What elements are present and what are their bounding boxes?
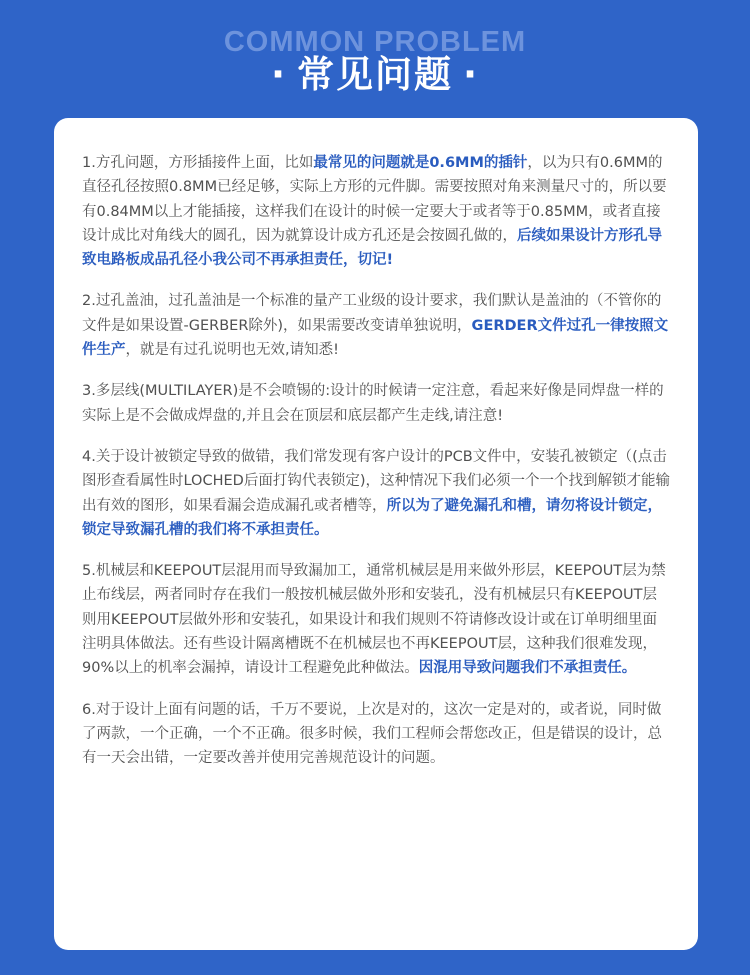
faq-item-3 — [82, 379, 670, 428]
faq-item-6 — [82, 698, 670, 771]
faq-1-highlight-d: 后续如果设计方形孔导致电路板成品孔径小我公司不再承担责任，切记! — [82, 227, 662, 269]
faq-1-text-c: ，以为只有0.6MM的直径孔径按照0.8MM已经足够，实际上方形的元件脚。需要按照对角来测量尺寸的，所以要有0.84MM以上才能插接，这样我们在设计的时候一定要大于或者等于0.85MM，或者直接设计成比对角线大的圆孔，因为就算设计成方孔还是会按圆孔做的， — [82, 155, 667, 244]
faq-item-2 — [82, 289, 670, 362]
faq-4-highlight-b: 所以为了避免漏孔和槽，请勿将设计锁定，锁定导致漏孔槽的我们将不承担责任。 — [82, 497, 662, 538]
title-dot-right: · — [463, 53, 480, 96]
header-bg-text: COMMON PROBLEM — [223, 26, 527, 58]
header — [0, 0, 750, 110]
page-title — [0, 44, 750, 98]
faq-item-1 — [82, 151, 670, 272]
faq-1-text-a: 1.方孔问题，方形插接件上面，比如 — [82, 155, 314, 171]
faq-2-text-c: ，就是有过孔说明也无效,请知悉! — [125, 342, 339, 359]
faq-2-text-a: 2.过孔盖油，过孔盖油是一个标准的量产工业级的设计要求，我们默认是盖油的（不管你的文件是如果设置-GERBER除外)，如果需要改变请单独说明， — [82, 293, 662, 334]
faq-item-4 — [82, 445, 670, 542]
faq-3-text-a: 3.多层线(MULTILAYER)是不会喷锡的:设计的时候请一定注意，看起来好像是同焊盘一样的实际上是不会做成焊盘的,并且会在顶层和底层都产生走线,请注意! — [82, 383, 664, 424]
title-dot-left: · — [270, 53, 287, 96]
content-card — [54, 118, 698, 950]
faq-4-text-a: 4.关于设计被锁定导致的做错，我们常发现有客户设计的PCB文件中，安装孔被锁定（(点击图形查看属性时LOCHED后面打钩代表锁定)，这种情况下我们必须一个一个找到解锁才能输出有效的图形，如果看漏会造成漏孔或者槽等， — [82, 448, 670, 514]
faq-1-highlight-b: 最常见的问题就是0.6MM的插针 — [313, 155, 528, 171]
faq-item-5 — [82, 559, 670, 680]
faq-2-highlight-b: GERDER文件过孔一律按照文件生产 — [82, 317, 669, 359]
faq-6-text-a: 6.对于设计上面有问题的话，千万不要说，上次是对的，这次一定是对的，或者说，同时做了两款，一个正确，一个不正确。很多时候，我们工程师会帮您改正，但是错误的设计，总有一天会出错，一定要改善并使用完善规范设计的问题。 — [82, 701, 662, 767]
faq-5-highlight-b: 因混用导致问题我们不承担责任。 — [418, 660, 637, 677]
faq-5-text-a: 5.机械层和KEEPOUT层混用而导致漏加工，通常机械层是用来做外形层，KEEPOUT层为禁止布线层，两者同时存在我们一般按机械层做外形和安装孔，没有机械层只有KEEPOUT层则用KEEPOUT层做外形和安装孔，如果设计和我们规则不符请修改设计或在订单明细里面注明具体做法。还有些设计隔离槽既不在机械层也不再KEEPOUT层，这种我们很难发现，90%以上的机率会漏掉，请设计工程避免此种做法。 — [82, 563, 666, 677]
title-text: 常见问题 — [297, 53, 453, 96]
